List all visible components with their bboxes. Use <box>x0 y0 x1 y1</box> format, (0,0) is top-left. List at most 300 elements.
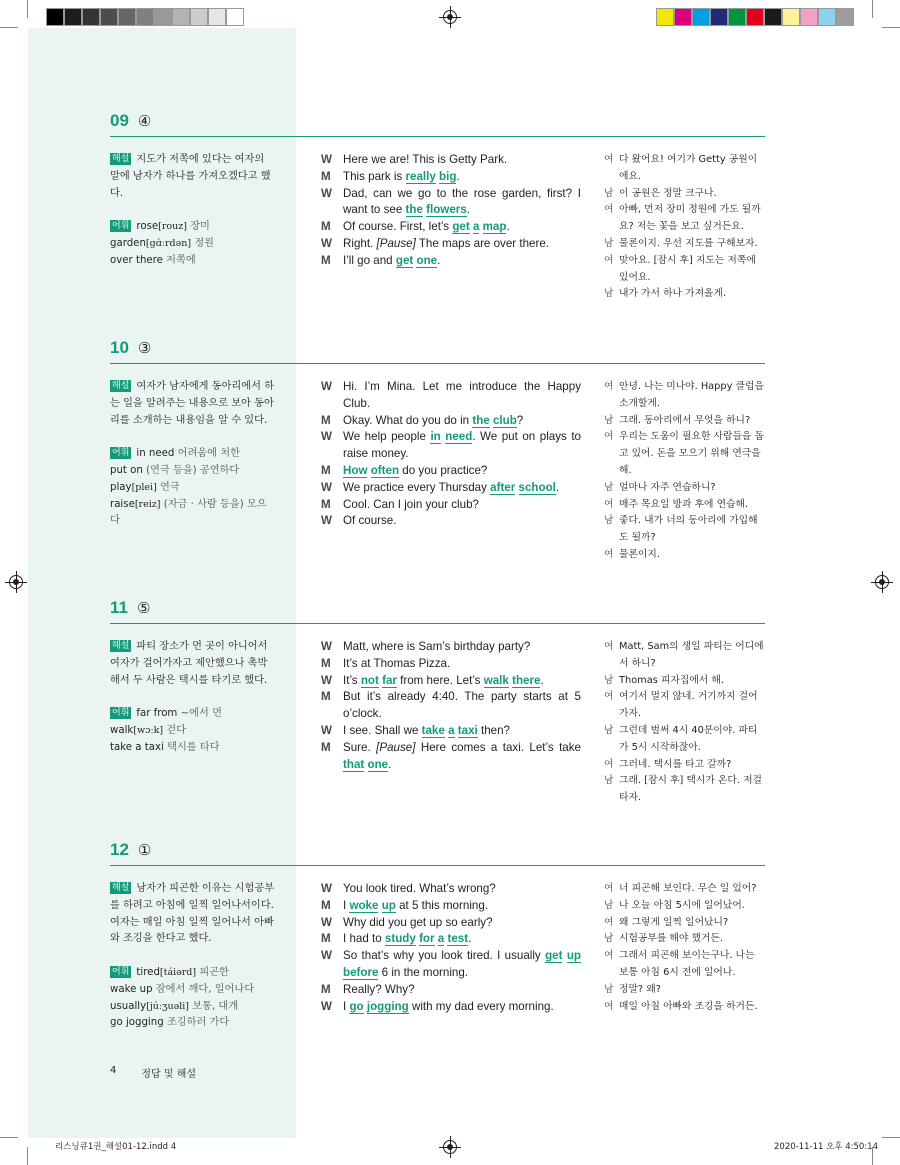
speaker-label: M <box>321 740 331 754</box>
translation-line <box>604 152 764 186</box>
dialogue-line <box>321 186 581 220</box>
dialogue-text-segment: Matt, where is Sam’s birthday party? <box>343 640 531 653</box>
translation-line <box>604 413 764 430</box>
commentary-body: 파티 장소가 먼 곳이 아니어서 여자가 걸어가자고 제안했으나 촉박해서 두 사람은 택시를 타기로 했다. <box>110 641 268 686</box>
vocabulary-list <box>110 965 275 1032</box>
vocab-meaning: 걷다 <box>166 724 187 736</box>
translation-speaker: 남 <box>604 515 614 527</box>
dialogue-script <box>321 881 581 1015</box>
dialogue-line <box>321 723 581 740</box>
section-divider <box>110 363 765 364</box>
question-number: 09 <box>110 111 129 130</box>
dialogue-text-segment: . <box>388 757 392 771</box>
dialogue-text-segment: . <box>468 932 472 946</box>
speaker-label: M <box>321 220 331 234</box>
color-swatch <box>190 8 208 26</box>
dialogue-text <box>343 379 581 413</box>
translation-speaker: 여 <box>604 381 614 392</box>
speaker-label: M <box>321 169 331 183</box>
section-divider <box>110 623 765 624</box>
vocab-tag: 어휘 <box>112 966 130 977</box>
speaker-label: W <box>321 514 332 528</box>
translation-speaker: 여 <box>604 154 614 165</box>
translation-line <box>604 513 764 547</box>
answer-blank-word: far <box>382 673 397 687</box>
color-swatch <box>818 8 836 26</box>
vocab-pronunciation: [plei] <box>131 481 157 493</box>
vocab-pronunciation: [júːʒuəli] <box>146 1000 190 1012</box>
commentary-body: 남자가 피곤한 이유는 시험공부를 하려고 아침에 일찍 일어나서이다. 여자는 매일 아침 일찍 일어나서 아빠와 조깅을 한다고 했다. <box>110 883 275 945</box>
spacer <box>110 689 275 706</box>
dialogue-text-segment: Okay. What do you do in <box>343 413 473 427</box>
dialogue-line <box>321 999 581 1016</box>
dialogue-line <box>321 463 581 480</box>
question-section <box>110 839 765 1029</box>
question-header <box>110 597 765 619</box>
commentary-tag: 해설 <box>112 154 130 164</box>
dialogue-text <box>343 480 581 497</box>
vocab-tag: 어휘 <box>112 221 130 232</box>
speaker-label: W <box>321 673 332 687</box>
vocab-word: in need <box>136 448 175 460</box>
dialogue-text-segment: We practice every Thursday <box>343 480 491 494</box>
answer-blank-word: How <box>343 463 368 477</box>
vocab-pronunciation: [reiz] <box>134 498 161 510</box>
process-color-bar <box>656 8 854 26</box>
translation-speaker: 남 <box>604 674 614 686</box>
vocab-entry <box>110 480 275 497</box>
vocab-meaning: (연극 등을) 공연하다 <box>146 464 240 476</box>
dialogue-text-segment: . <box>437 253 441 267</box>
translation-line <box>604 547 764 564</box>
translation-line <box>604 689 764 723</box>
translation-speaker: 남 <box>604 414 614 426</box>
question-section <box>110 110 765 300</box>
vocab-word: far from <box>136 708 178 720</box>
dialogue-text-segment: We help people <box>343 430 431 444</box>
dialogue-line <box>321 656 581 673</box>
speaker-label: M <box>321 253 331 267</box>
speaker-label: M <box>321 982 331 996</box>
vocab-meaning: 피곤한 <box>199 966 229 978</box>
vocab-entry <box>110 253 275 270</box>
dialogue-text-segment: Hi. I’m Mina. Let me introduce the Happy Club. <box>343 380 581 410</box>
translation-line <box>604 931 764 948</box>
vocab-meaning: 정원 <box>194 237 214 249</box>
translation-text: 그런데 벌써 4시 40분이야. 파티가 5시 시작하잖아. <box>619 724 758 753</box>
commentary-text <box>110 639 275 689</box>
translation-speaker: 남 <box>604 481 614 493</box>
vocab-entry <box>110 965 275 982</box>
speaker-label: M <box>321 413 331 427</box>
answer-blank-word: the <box>405 203 423 217</box>
translation-speaker: 남 <box>604 237 614 249</box>
speaker-label: W <box>321 186 332 200</box>
dialogue-text <box>343 982 581 999</box>
answer-blank-word: get <box>452 220 470 234</box>
dialogue-line <box>321 740 581 774</box>
speaker-label: W <box>321 949 332 963</box>
dialogue-text-segment: with my dad every morning. <box>408 999 554 1013</box>
question-header <box>110 839 765 861</box>
vocab-meaning: (자금 · 사람 등을) 모으다 <box>110 498 267 527</box>
grayscale-color-bar <box>46 8 244 26</box>
vocab-word: play <box>110 481 132 493</box>
vocab-word: walk <box>110 724 134 736</box>
translation-text: 맞아요. [잠시 후] 지도는 저쪽에 있어요. <box>619 254 756 283</box>
answer-blank-word: go <box>349 999 364 1013</box>
translation-text: 다 왔어요! 여기가 Getty 공원이에요. <box>619 154 758 182</box>
translation-line <box>604 982 764 999</box>
translation-speaker: 여 <box>604 1000 614 1012</box>
answer-blank-word: big <box>439 169 457 183</box>
answer-blank-word: up <box>566 949 581 963</box>
dialogue-text <box>343 723 581 740</box>
question-header <box>110 110 765 132</box>
color-swatch <box>782 8 800 26</box>
dialogue-text <box>343 656 581 673</box>
registration-mark-icon <box>443 1140 457 1154</box>
commentary-column <box>110 379 275 530</box>
answer-blank-word: school <box>518 480 556 494</box>
dialogue-text-segment <box>364 758 367 771</box>
dialogue-line <box>321 152 581 169</box>
dialogue-text-segment: from here. Let’s <box>396 673 484 687</box>
translation-line <box>604 236 764 253</box>
vocab-entry <box>110 706 275 723</box>
dialogue-text <box>343 497 581 514</box>
dialogue-text <box>343 689 581 723</box>
translation-text: 우리는 도움이 필요한 사람들을 돕고 있어. 돈을 모으기 위해 연극을 해. <box>619 431 764 476</box>
translation-speaker: 여 <box>604 691 614 703</box>
vocab-meaning: 조깅하러 가다 <box>166 1017 230 1029</box>
color-swatch <box>136 8 154 26</box>
translation-speaker: 남 <box>604 933 614 945</box>
dialogue-text-segment: . <box>540 673 544 687</box>
color-swatch <box>674 8 692 26</box>
vocab-word: garden <box>110 237 146 249</box>
vocab-meaning: 장미 <box>190 221 210 233</box>
color-swatch <box>836 8 854 26</box>
speaker-label: M <box>321 497 331 511</box>
dialogue-text-segment: So that’s why you look tired. I usually <box>343 949 546 963</box>
color-swatch <box>118 8 136 26</box>
speaker-label: W <box>321 380 332 393</box>
answer-blank-word: a <box>437 932 445 946</box>
translation-text: 그래서 피곤해 보이는구나. 나는 보통 아침 6시 전에 일어나. <box>619 950 755 978</box>
section-divider <box>110 865 765 866</box>
color-swatch <box>710 8 728 26</box>
dialogue-text-segment: 6 in the morning. <box>378 965 469 979</box>
vocab-meaning: 잠에서 깨다, 일어나다 <box>155 983 255 995</box>
dialogue-text <box>343 169 581 186</box>
commentary-column <box>110 639 275 757</box>
vocab-entry <box>110 497 275 531</box>
translation-line <box>604 723 764 757</box>
vocab-pronunciation: [wɔːk] <box>133 724 164 736</box>
dialogue-line <box>321 413 581 430</box>
translation-text: 나 오늘 아침 5시에 일어났어. <box>619 899 745 911</box>
vocab-meaning: 어려움에 처한 <box>177 448 240 460</box>
vocabulary-list <box>110 219 275 269</box>
page-footer <box>110 1065 196 1080</box>
translation-speaker: 여 <box>604 431 614 443</box>
answer-blank-word: get <box>545 949 563 963</box>
vocab-entry <box>110 1015 275 1032</box>
answer-blank-word: a <box>472 220 480 234</box>
vocab-entry <box>110 982 275 999</box>
vocab-word: put on <box>110 464 143 476</box>
translation-text: 너 피곤해 보인다. 무슨 일 있어? <box>619 883 757 894</box>
crop-mark <box>872 0 873 18</box>
vocab-word: take a taxi <box>110 741 164 753</box>
dialogue-text-segment: Here we are! This is Getty Park. <box>343 153 508 166</box>
answer-blank-word: map <box>482 220 507 234</box>
dialogue-text-segment: I had to <box>343 932 385 946</box>
commentary-column <box>110 881 275 1032</box>
translation-speaker: 남 <box>604 775 614 787</box>
answer-blank-word: need <box>445 430 473 444</box>
vocab-pronunciation: [rouz] <box>158 221 187 233</box>
translation-text: 정말? 왜? <box>619 983 661 995</box>
dialogue-text <box>343 513 581 530</box>
crop-mark <box>27 1147 28 1165</box>
korean-translation <box>604 639 764 807</box>
answer-blank-word: a <box>448 723 455 737</box>
vocab-word: over there <box>110 254 163 266</box>
vocab-meaning: 저쪽에 <box>166 254 196 266</box>
dialogue-text-segment: I <box>343 898 350 912</box>
dialogue-line <box>321 948 581 982</box>
speaker-label: M <box>321 932 331 946</box>
answer-blank-word: take <box>421 723 445 737</box>
dialogue-text <box>343 740 581 774</box>
translation-line <box>604 286 764 303</box>
vocab-meaning: 연극 <box>160 481 180 493</box>
vocab-word: usually <box>110 1000 147 1012</box>
vocab-entry <box>110 446 275 463</box>
dialogue-text-segment: But it’s already 4:40. The party starts at 5 o’clock. <box>343 690 581 721</box>
dialogue-text-segment: I see. Shall we <box>343 723 422 737</box>
dialogue-text-segment: then? <box>477 723 510 737</box>
speaker-label: M <box>321 690 331 704</box>
commentary-tag: 해설 <box>112 641 130 651</box>
speaker-label: W <box>321 236 332 250</box>
translation-text: 매주 목요일 방과 후에 연습해. <box>619 498 749 510</box>
answer-blank-word: after <box>490 480 516 494</box>
answer-choice: ④ <box>137 113 152 130</box>
answer-blank-word: get <box>395 253 414 267</box>
answer-blank-word: flowers <box>426 203 467 217</box>
dialogue-text-segment: at 5 this morning. <box>395 898 489 912</box>
answer-blank-word: there <box>512 673 541 687</box>
crop-mark <box>882 1137 900 1138</box>
dialogue-line <box>321 236 581 253</box>
color-swatch <box>692 8 710 26</box>
color-swatch <box>100 8 118 26</box>
spacer <box>110 948 275 965</box>
translation-line <box>604 948 764 982</box>
translation-text: 안녕. 나는 미나야. Happy 클럽을 소개할게. <box>619 381 764 409</box>
dialogue-text-segment: . We put on plays to raise money. <box>343 430 581 461</box>
translation-text: 그래. [잠시 후] 택시가 온다. 저걸 타자. <box>619 775 763 804</box>
dialogue-text <box>343 253 581 270</box>
vocab-entry <box>110 999 275 1016</box>
color-swatch <box>656 8 674 26</box>
dialogue-text <box>343 429 581 463</box>
translation-line <box>604 915 764 932</box>
color-swatch <box>728 8 746 26</box>
answer-choice: ③ <box>137 340 152 357</box>
translation-line <box>604 186 764 203</box>
translation-text: 그러네. 택시를 타고 갈까? <box>619 758 732 770</box>
translation-text: Matt, Sam의 생일 파티는 어디에서 하니? <box>619 641 764 669</box>
speaker-label: W <box>321 723 332 737</box>
vocab-entry <box>110 219 275 236</box>
file-slug: 리스닝큐1권_해설01-12.indd 4 <box>55 1142 177 1152</box>
dialogue-text-segment: Of course. <box>343 514 397 528</box>
dialogue-line <box>321 379 581 413</box>
translation-speaker: 여 <box>604 916 614 928</box>
dialogue-text <box>343 948 581 982</box>
stage-direction: [Pause] <box>376 740 416 754</box>
dialogue-text <box>343 186 581 220</box>
dialogue-text <box>343 673 581 690</box>
answer-blank-word: up <box>381 898 396 912</box>
color-swatch <box>800 8 818 26</box>
vocab-meaning: 택시를 타다 <box>167 741 220 753</box>
dialogue-text-segment: Cool. Can I join your club? <box>343 497 479 511</box>
color-swatch <box>746 8 764 26</box>
translation-line <box>604 773 764 807</box>
dialogue-text-segment: It’s at Thomas Pizza. <box>343 656 451 670</box>
vocab-pronunciation: [gɑ́ːrdən] <box>145 237 192 249</box>
translation-speaker: 여 <box>604 641 614 652</box>
vocab-word: raise <box>110 498 135 510</box>
speaker-label: W <box>321 999 332 1013</box>
translation-line <box>604 202 764 236</box>
answer-blank-word: walk <box>483 673 509 687</box>
answer-blank-word: study <box>384 932 416 946</box>
color-swatch <box>172 8 190 26</box>
translation-line <box>604 757 764 774</box>
dialogue-text <box>343 931 581 948</box>
speaker-label: W <box>321 153 332 166</box>
dialogue-line <box>321 480 581 497</box>
answer-blank-word: that <box>343 757 365 771</box>
dialogue-line <box>321 169 581 186</box>
dialogue-line <box>321 673 581 690</box>
vocabulary-list <box>110 446 275 530</box>
dialogue-text-segment: Dad, can we go to the rose garden, first? I want to see <box>343 186 581 217</box>
translation-line <box>604 480 764 497</box>
translation-text: 왜 그렇게 일찍 일어났니? <box>619 916 729 928</box>
dialogue-text <box>343 219 581 236</box>
speaker-label: W <box>321 640 332 653</box>
speaker-label: M <box>321 898 331 912</box>
answer-choice: ① <box>137 842 152 859</box>
dialogue-script <box>321 379 581 530</box>
crop-mark <box>0 1137 18 1138</box>
translation-text: Thomas 피자집에서 해. <box>619 674 724 686</box>
translation-line <box>604 639 764 673</box>
vocab-meaning: 보통, 대개 <box>192 1000 239 1012</box>
registration-mark-icon <box>9 575 23 589</box>
vocab-entry <box>110 236 275 253</box>
translation-line <box>604 379 764 413</box>
commentary-tag: 해설 <box>112 381 130 391</box>
commentary-tag: 해설 <box>112 883 130 893</box>
answer-blank-word: for <box>419 932 435 946</box>
vocab-word: tired <box>136 966 160 978</box>
dialogue-text-segment: Right. <box>343 236 377 250</box>
translation-text: 물론이지. <box>619 548 660 560</box>
korean-translation <box>604 379 764 564</box>
question-number: 11 <box>110 598 128 617</box>
translation-text: 시험공부를 해야 했거든. <box>619 933 723 945</box>
color-swatch <box>64 8 82 26</box>
answer-blank-word: club <box>492 413 517 427</box>
translation-text: 그래. 동아리에서 무엇을 하니? <box>619 414 751 426</box>
commentary-body: 지도가 저쪽에 있다는 여자의 말에 남자가 하나를 가져오겠다고 했다. <box>110 154 271 199</box>
dialogue-text <box>343 639 581 656</box>
speaker-label: M <box>321 656 331 670</box>
answer-blank-word: one <box>367 757 389 771</box>
color-swatch <box>226 8 244 26</box>
dialogue-text-segment: You look tired. What’s wrong? <box>343 882 496 895</box>
question-number: 10 <box>110 338 129 357</box>
translation-text: 얼마나 자주 연습하니? <box>619 481 716 493</box>
color-swatch <box>154 8 172 26</box>
translation-line <box>604 429 764 479</box>
page-number: 4 <box>110 1065 117 1076</box>
crop-mark <box>27 0 28 18</box>
speaker-label: W <box>321 430 332 444</box>
vocab-entry <box>110 463 275 480</box>
speaker-label: W <box>321 915 332 929</box>
dialogue-line <box>321 881 581 898</box>
translation-speaker: 남 <box>604 288 614 300</box>
answer-blank-word: before <box>343 965 379 979</box>
answer-blank-word: taxi <box>457 723 478 737</box>
vocab-word: go jogging <box>110 1017 164 1029</box>
dialogue-text-segment: I’ll go and <box>343 253 396 267</box>
translation-speaker: 남 <box>604 724 614 736</box>
color-swatch <box>82 8 100 26</box>
translation-text: 매일 아침 아빠와 조깅을 하거든. <box>619 1000 758 1012</box>
dialogue-script <box>321 639 581 773</box>
dialogue-text-segment: . <box>506 220 510 234</box>
dialogue-text <box>343 463 581 480</box>
dialogue-line <box>321 497 581 514</box>
dialogue-line <box>321 982 581 999</box>
translation-line <box>604 673 764 690</box>
dialogue-text-segment: Here comes a taxi. Let’s take <box>415 740 581 754</box>
dialogue-text-segment: . <box>555 480 560 494</box>
speaker-label: W <box>321 480 332 494</box>
vocab-word: rose <box>136 221 159 233</box>
crop-mark <box>0 27 18 28</box>
commentary-column <box>110 152 275 270</box>
dialogue-line <box>321 689 581 723</box>
dialogue-line <box>321 219 581 236</box>
dialogue-text <box>343 999 581 1016</box>
dialogue-text-segment: This park is <box>343 169 406 183</box>
korean-translation <box>604 152 764 303</box>
color-swatch <box>46 8 64 26</box>
speaker-label: W <box>321 882 332 895</box>
dialogue-line <box>321 898 581 915</box>
